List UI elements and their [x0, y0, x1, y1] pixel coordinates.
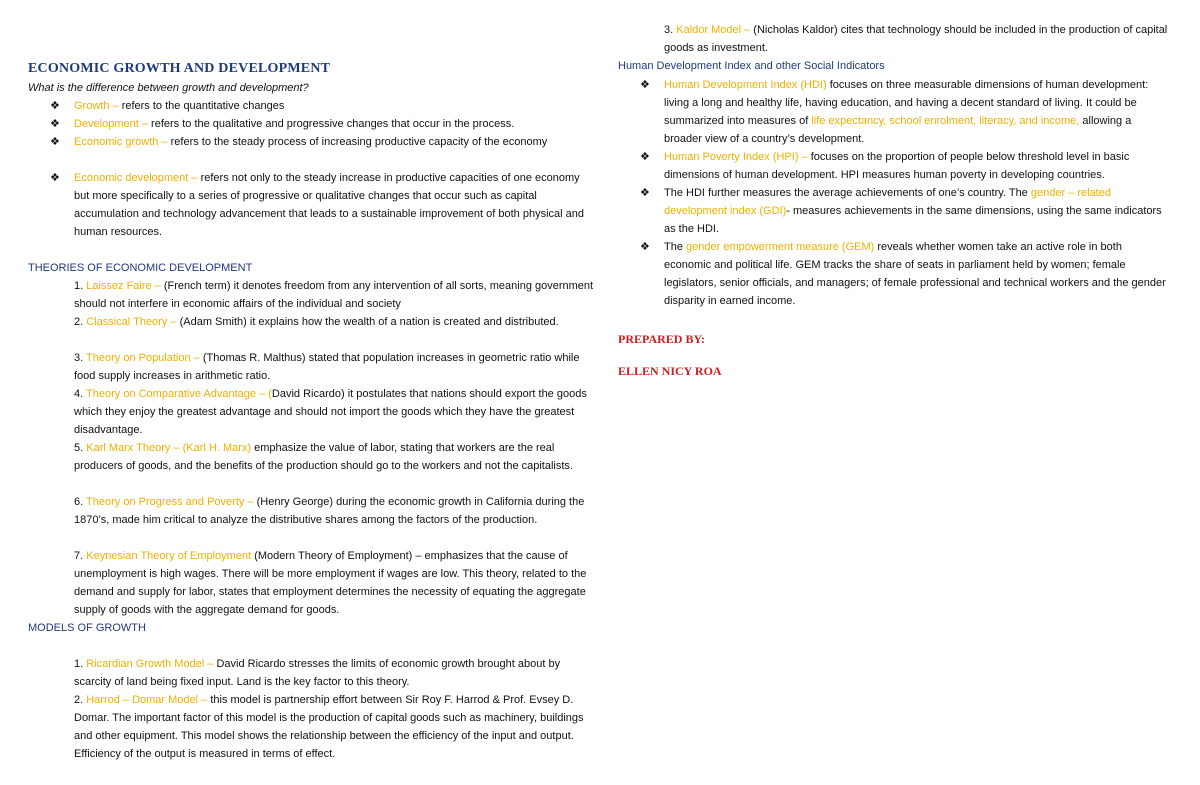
diamond-bullet-icon: ❖ [50, 172, 60, 184]
term: Development – [74, 118, 152, 130]
bullet-hdi: ❖ Human Development Index (HDI) focuses on three measurable dimensions of human development: living a long and healthy life, having education, and having a decent standard of living. It could be summarized into measures of life expectancy, school enrolment, literacy, and income, allowing a broader view of a country’s development. [640, 76, 1170, 148]
theory-item: 1. Laissez Faire – (French term) it denotes freedom from any intervention of all sorts, meaning government should not interfere in economic affairs of the individual and society [74, 280, 594, 310]
diamond-bullet-icon: ❖ [50, 100, 60, 112]
diamond-bullet-icon: ❖ [50, 136, 60, 148]
theory-item: 2. Classical Theory – (Adam Smith) it explains how the wealth of a nation is created and distributed. [74, 316, 559, 328]
term: Growth – [74, 100, 122, 112]
theory-item: 3. Theory on Population – (Thomas R. Malthus) stated that population increases in geometric ratio while food supply increases in arithmetic ratio. [74, 352, 580, 382]
theory-item: 7. Keynesian Theory of Employment (Modern Theory of Employment) – emphasizes that the cause of unemployment is high wages. There will be more employment if wages are low. This theory, related to the demand and supply for labor, states that employment determines the necessity of equating the aggregate supply of goods with the aggregate demand for goods. [74, 550, 587, 616]
diamond-bullet-icon: ❖ [640, 151, 650, 163]
prepared-by-label: PREPARED BY: [618, 332, 706, 346]
theory-item: 6. Theory on Progress and Poverty – (Henry George) during the economic growth in California during the 1870’s, made him critical to analyze the distributive shares among the factors of the production. [74, 496, 585, 526]
diamond-bullet-icon: ❖ [640, 241, 650, 253]
theory-item: 5. Karl Marx Theory – (Karl H. Marx) emphasize the value of labor, stating that workers are the real producers of goods, and the benefits of the production should go to the workers and not the capitalists. [74, 442, 573, 472]
term: Economic development – [74, 172, 201, 184]
definition-text: refers not only to the steady increase in productive capacities of one economy but more specifically to a series of progressive or qualitative changes that occur such as capital accumulation and technology advancement that leads to a sustainable improvement of both physical and human resources. [74, 172, 584, 238]
bullet-hpi: ❖ Human Poverty Index (HPI) – focuses on the proportion of people below threshold level in basic dimensions of human development. HPI measures human poverty in developing countries. [640, 148, 1170, 184]
definition-economic-growth [50, 133, 590, 151]
section-heading-models: MODELS OF GROWTH [28, 622, 146, 634]
definition-economic-development [50, 169, 590, 241]
author-name: ELLEN NICY ROA [618, 364, 722, 378]
diamond-bullet-icon: ❖ [50, 118, 60, 130]
term: Economic growth – [74, 136, 171, 148]
definition-text: refers to the quantitative changes [121, 100, 285, 112]
document-title: ECONOMIC GROWTH AND DEVELOPMENT [28, 61, 331, 76]
diamond-bullet-icon: ❖ [640, 187, 650, 199]
model-item: 1. Ricardian Growth Model – David Ricardo stresses the limits of economic growth brought about by scarcity of land being fixed input. Land is the key factor to this theory. [74, 658, 561, 688]
model-item: 2. Harrod – Domar Model – this model is partnership effort between Sir Roy F. Harrod & Prof. Evsey D. Domar. The important factor of this model is the production of capital goods such as machinery, buildings and other equipment. This model shows the relationship between the efficiency of the input and output. Efficiency of the output is measured in terms of effect. [74, 694, 584, 760]
definition-text: refers to the steady process of increasing productive capacity of the economy [170, 136, 548, 148]
theory-item: 4. Theory on Comparative Advantage – (David Ricardo) it postulates that nations should export the goods which they enjoy the greatest advantage and should not import the goods which they have the greatest disadvantage. [74, 388, 587, 436]
definition-text: refers to the qualitative and progressive changes that occur in the process. [151, 118, 515, 130]
bullet-gem: ❖ The gender empowerment measure (GEM) reveals whether women take an active role in both economic and political life. GEM tracks the share of seats in parliament held by women; female legislators, senior officials, and managers; of female professional and technical workers and the gender disparity in earned income. [640, 238, 1170, 310]
bullet-gdi: ❖ The HDI further measures the average achievements of one’s country. The gender – related development index (GDI)- measures achievements in the same dimensions, using the same indicators as the HDI. [640, 184, 1170, 238]
definition-growth [50, 97, 590, 115]
document-subtitle: What is the difference between growth and development? [28, 82, 309, 94]
diamond-bullet-icon: ❖ [640, 79, 650, 91]
model-item: 3. Kaldor Model – (Nicholas Kaldor) cites that technology should be included in the production of capital goods as investment. [664, 24, 1168, 54]
section-heading-hdi: Human Development Index and other Social Indicators [618, 60, 885, 72]
section-heading-theories: THEORIES OF ECONOMIC DEVELOPMENT [28, 262, 253, 274]
definition-development [50, 115, 590, 133]
